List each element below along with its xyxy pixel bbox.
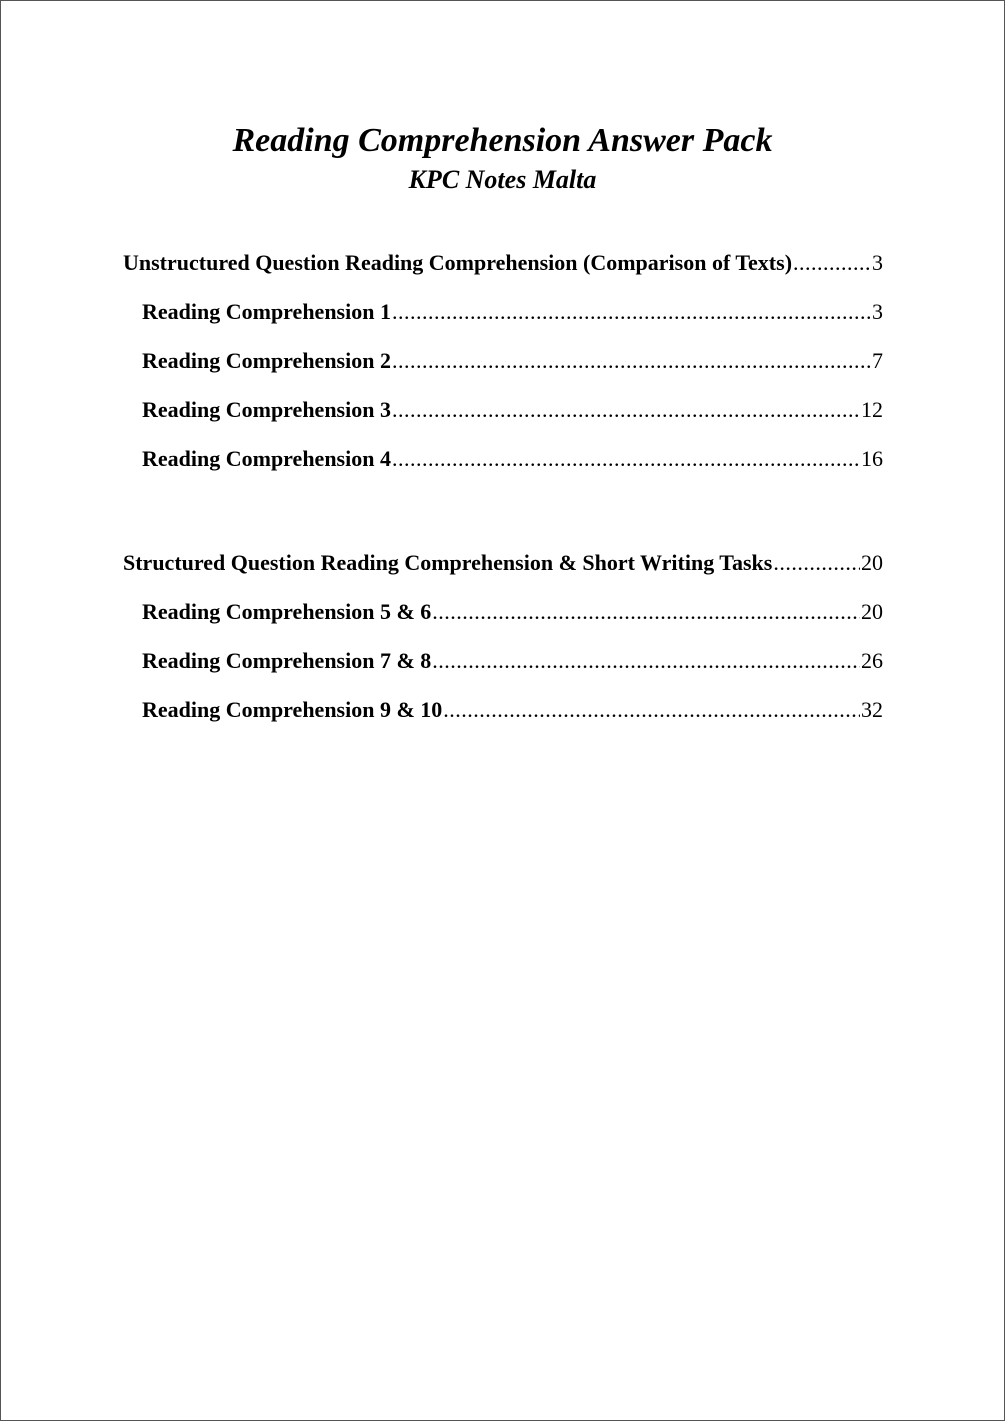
toc-page-number: 3 xyxy=(872,250,883,275)
toc-page-number: 26 xyxy=(861,648,883,673)
toc-item-reading-comprehension-5-6[interactable] xyxy=(142,597,883,627)
toc-item-label: Reading Comprehension 9 & 10 xyxy=(142,697,443,722)
toc-section-structured[interactable] xyxy=(123,548,883,578)
document-subtitle: KPC Notes Malta xyxy=(408,165,597,194)
toc-dot-leader xyxy=(773,548,860,578)
toc-dot-leader xyxy=(392,444,860,474)
toc-item-reading-comprehension-4[interactable] xyxy=(142,444,883,474)
toc-item-reading-comprehension-1[interactable] xyxy=(142,297,883,327)
toc-page-number: 7 xyxy=(872,348,883,373)
toc-item-label: Reading Comprehension 4 xyxy=(142,446,391,471)
toc-dot-leader xyxy=(392,395,860,425)
toc-dot-leader xyxy=(432,646,860,676)
toc-item-label: Reading Comprehension 2 xyxy=(142,348,391,373)
toc-item-reading-comprehension-3[interactable] xyxy=(142,395,883,425)
toc-dot-leader xyxy=(793,248,871,278)
toc-item-label: Reading Comprehension 3 xyxy=(142,397,391,422)
toc-section-label: Structured Question Reading Comprehension & Short Writing Tasks xyxy=(123,550,773,575)
toc-page-number: 20 xyxy=(861,550,883,575)
toc-page-number: 16 xyxy=(861,446,883,471)
toc-item-reading-comprehension-2[interactable] xyxy=(142,346,883,376)
toc-dot-leader xyxy=(432,597,860,627)
toc-page-number: 20 xyxy=(861,599,883,624)
toc-item-reading-comprehension-7-8[interactable] xyxy=(142,646,883,676)
toc-item-reading-comprehension-9-10[interactable] xyxy=(142,695,883,725)
toc-dot-leader xyxy=(443,695,860,725)
toc-item-label: Reading Comprehension 5 & 6 xyxy=(142,599,432,624)
toc-dot-leader xyxy=(392,346,871,376)
toc-section-label: Unstructured Question Reading Comprehension (Comparison of Texts) xyxy=(123,250,793,275)
toc-page-number: 12 xyxy=(861,397,883,422)
toc-page-number: 3 xyxy=(872,299,883,324)
document-title: Reading Comprehension Answer Pack xyxy=(232,122,773,159)
toc-page-number: 32 xyxy=(861,697,883,722)
toc-item-label: Reading Comprehension 1 xyxy=(142,299,391,324)
toc-section-unstructured[interactable] xyxy=(123,248,883,278)
toc-dot-leader xyxy=(392,297,871,327)
toc-item-label: Reading Comprehension 7 & 8 xyxy=(142,648,432,673)
